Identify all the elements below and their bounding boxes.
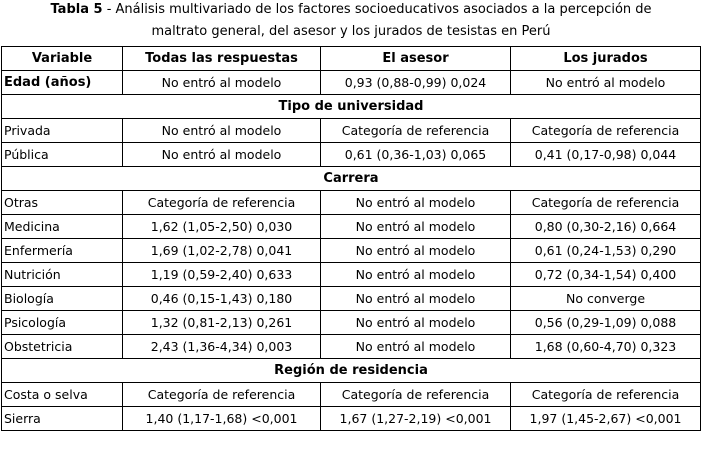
table-row (2, 407, 701, 431)
row-label: Edad (años) (2, 71, 123, 95)
table-cell: No entró al modelo (321, 215, 511, 239)
header-asesor: El asesor (321, 47, 511, 71)
table-row (2, 311, 701, 335)
table-cell: No entró al modelo (123, 71, 321, 95)
table-cell: No entró al modelo (321, 239, 511, 263)
table-cell: No entró al modelo (123, 143, 321, 167)
section-title: Carrera (2, 167, 701, 191)
row-label: Biología (2, 287, 123, 311)
row-label: Privada (2, 119, 123, 143)
table-cell: 1,68 (0,60-4,70) 0,323 (511, 335, 701, 359)
table-cell: No converge (511, 287, 701, 311)
table-cell: 0,46 (0,15-1,43) 0,180 (123, 287, 321, 311)
table-cell: Categoría de referencia (511, 191, 701, 215)
row-label: Pública (2, 143, 123, 167)
table-cell: No entró al modelo (511, 71, 701, 95)
row-label: Obstetricia (2, 335, 123, 359)
section-title: Región de residencia (2, 359, 701, 383)
section-row (2, 95, 701, 119)
table-cell: 0,56 (0,29-1,09) 0,088 (511, 311, 701, 335)
table-cell: 2,43 (1,36-4,34) 0,003 (123, 335, 321, 359)
table-cell: No entró al modelo (321, 311, 511, 335)
table-row (2, 143, 701, 167)
table-cell: 1,19 (0,59-2,40) 0,633 (123, 263, 321, 287)
header-todas: Todas las respuestas (123, 47, 321, 71)
row-label: Psicología (2, 311, 123, 335)
table-cell: No entró al modelo (321, 191, 511, 215)
table-cell: 0,41 (0,17-0,98) 0,044 (511, 143, 701, 167)
row-label: Otras (2, 191, 123, 215)
table-cell: 0,61 (0,36-1,03) 0,065 (321, 143, 511, 167)
row-label: Enfermería (2, 239, 123, 263)
table-cell: 1,32 (0,81-2,13) 0,261 (123, 311, 321, 335)
table-row (2, 287, 701, 311)
table-cell: No entró al modelo (321, 263, 511, 287)
table-row (2, 383, 701, 407)
caption-text-2: maltrato general, del asesor y los jurados de tesistas en Perú (151, 24, 551, 39)
table-cell: No entró al modelo (321, 335, 511, 359)
table-caption (0, 0, 702, 44)
table-cell: Categoría de referencia (123, 383, 321, 407)
row-label: Medicina (2, 215, 123, 239)
section-title: Tipo de universidad (2, 95, 701, 119)
header-row (2, 47, 701, 71)
section-row (2, 359, 701, 383)
row-label: Costa o selva (2, 383, 123, 407)
table-cell: Categoría de referencia (321, 119, 511, 143)
table-cell: 0,72 (0,34-1,54) 0,400 (511, 263, 701, 287)
table-row (2, 215, 701, 239)
results-table (1, 46, 701, 431)
table-cell: 0,80 (0,30-2,16) 0,664 (511, 215, 701, 239)
row-label: Sierra (2, 407, 123, 431)
table-cell: 1,40 (1,17-1,68) <0,001 (123, 407, 321, 431)
header-jurados: Los jurados (511, 47, 701, 71)
table-row-edad (2, 71, 701, 95)
caption-text-1: - Análisis multivariado de los factores socioeducativos asociados a la percepción de (102, 2, 652, 17)
table-row (2, 335, 701, 359)
table-cell: 0,93 (0,88-0,99) 0,024 (321, 71, 511, 95)
table-cell: Categoría de referencia (321, 383, 511, 407)
table-cell: 1,67 (1,27-2,19) <0,001 (321, 407, 511, 431)
table-row (2, 191, 701, 215)
table-cell: 1,62 (1,05-2,50) 0,030 (123, 215, 321, 239)
table-cell: 1,69 (1,02-2,78) 0,041 (123, 239, 321, 263)
table-cell: 0,61 (0,24-1,53) 0,290 (511, 239, 701, 263)
table-cell: 1,97 (1,45-2,67) <0,001 (511, 407, 701, 431)
table-row (2, 263, 701, 287)
row-label: Nutrición (2, 263, 123, 287)
table-cell: Categoría de referencia (511, 383, 701, 407)
table-row (2, 119, 701, 143)
table-cell: No entró al modelo (321, 287, 511, 311)
caption-label: Tabla 5 (50, 2, 103, 17)
table-cell: Categoría de referencia (123, 191, 321, 215)
caption-line-1 (0, 0, 702, 22)
section-row (2, 167, 701, 191)
table-row (2, 239, 701, 263)
table-cell: No entró al modelo (123, 119, 321, 143)
header-variable: Variable (2, 47, 123, 71)
table-cell: Categoría de referencia (511, 119, 701, 143)
